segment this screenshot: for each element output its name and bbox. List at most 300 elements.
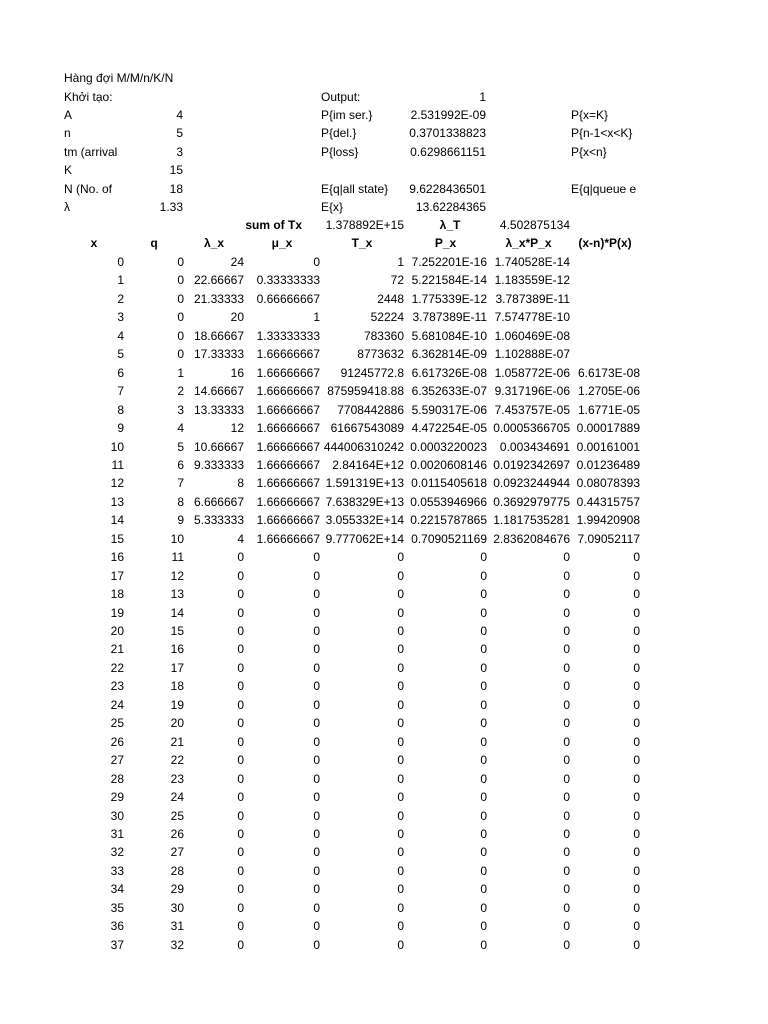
table-row — [0, 696, 768, 715]
cell-x-n-p-x — [570, 327, 640, 345]
cell-mu-x: 0 — [313, 679, 320, 694]
table-row — [0, 493, 768, 512]
cell-mu-x: 1.33333333 — [256, 328, 320, 343]
cell-lambda-x-p-x: 0 — [563, 826, 570, 841]
cell-x-n-p-x: 0 — [633, 624, 640, 638]
p-imser-label: P{im ser.} — [321, 108, 373, 122]
cell-mu-x: 0 — [313, 734, 320, 749]
cell-mu-x: 0 — [313, 624, 320, 638]
cell-q: 4 — [177, 421, 184, 436]
cell-x: 2 — [117, 291, 124, 306]
cell-t-x: 7.638329E+13 — [325, 494, 404, 509]
p-loss-value: 0.6298661151 — [410, 145, 486, 159]
cell-x: 35 — [110, 900, 124, 915]
cell-q: 18 — [170, 679, 184, 694]
output-value: 1 — [479, 90, 486, 104]
cell-lambda-x-p-x: 0 — [563, 734, 570, 749]
cell-t-x: 0 — [397, 753, 404, 768]
cell-t-x: 0 — [397, 845, 404, 860]
cell-q: 3 — [177, 402, 184, 417]
lambda-t-label: λ_T — [439, 218, 461, 232]
cell-x: 23 — [110, 679, 124, 694]
cell-mu-x: 0 — [313, 587, 320, 602]
cell-x: 3 — [117, 310, 124, 325]
cell-lambda-x-p-x: 0 — [563, 900, 570, 915]
cell-p-x: 0 — [480, 734, 487, 749]
cell-x-n-p-x: 0 — [633, 697, 640, 712]
cell-t-x: 0 — [397, 624, 404, 638]
cell-mu-x: 1.66666667 — [256, 365, 320, 380]
cell-lambda-x: 0 — [237, 882, 244, 897]
p-n1-x-k-label: P{n-1<x<K} — [571, 126, 633, 140]
sum-tx-value: 1.378892E+15 — [325, 218, 404, 232]
cell-p-x: 0 — [480, 642, 487, 657]
cell-lambda-x-p-x: 0 — [563, 882, 570, 897]
cell-lambda-x-p-x: 0 — [563, 697, 570, 712]
cell-x: 24 — [110, 697, 124, 712]
cell-lambda-x: 14.66667 — [193, 384, 244, 399]
cell-x: 18 — [110, 587, 124, 602]
cell-lambda-x: 0 — [237, 734, 244, 749]
cell-q: 30 — [170, 900, 184, 915]
table-row — [0, 438, 768, 457]
cell-lambda-x: 0 — [237, 568, 244, 583]
cell-x: 7 — [117, 384, 124, 399]
cell-x: 32 — [110, 845, 124, 860]
cell-t-x: 0 — [397, 900, 404, 915]
cell-lambda-x: 12 — [230, 421, 244, 436]
cell-q: 13 — [170, 587, 184, 602]
cell-p-x: 3.787389E-11 — [412, 310, 487, 325]
cell-lambda-x-p-x: 0 — [563, 845, 570, 860]
cell-lambda-x: 13.33333 — [193, 402, 244, 417]
column-header-x: x — [90, 236, 98, 250]
cell-lambda-x-p-x: 0.003434691 — [499, 439, 570, 454]
cell-x-n-p-x: 0 — [633, 587, 640, 602]
cell-mu-x: 1.66666667 — [256, 402, 320, 417]
cell-t-x: 72 — [390, 273, 404, 288]
cell-t-x: 0 — [397, 734, 404, 749]
cell-lambda-x-p-x: 0 — [563, 937, 570, 952]
cell-x-n-p-x: 0.08078393 — [576, 476, 640, 491]
cell-t-x: 0 — [397, 550, 404, 565]
cell-mu-x: 1.66666667 — [256, 513, 320, 528]
cell-lambda-x: 0 — [237, 826, 244, 841]
table-row — [0, 659, 768, 678]
cell-x: 8 — [117, 402, 124, 417]
cell-lambda-x: 0 — [237, 642, 244, 657]
cell-x: 12 — [110, 476, 124, 491]
cell-q: 26 — [170, 826, 184, 841]
cell-q: 8 — [177, 494, 184, 509]
cell-x-n-p-x: 0 — [633, 568, 640, 583]
cell-t-x: 3.055332E+14 — [325, 513, 404, 528]
cell-lambda-x-p-x: 1.1817535281 — [493, 513, 570, 528]
cell-x-n-p-x: 0.01236489 — [576, 457, 640, 472]
cell-q: 7 — [177, 476, 184, 491]
cell-q: 31 — [170, 919, 184, 934]
cell-lambda-x-p-x: 0 — [563, 771, 570, 786]
cell-lambda-x-p-x: 7.453757E-05 — [494, 402, 570, 417]
cell-t-x: 0 — [397, 716, 404, 731]
cell-p-x: 0 — [480, 716, 487, 731]
p-x-lt-n-label: P{x<n} — [571, 145, 607, 159]
cell-t-x: 0 — [397, 660, 404, 675]
cell-x: 15 — [110, 531, 124, 546]
table-row — [0, 364, 768, 383]
cell-t-x: 2448 — [377, 291, 404, 306]
table-row — [0, 290, 768, 309]
table-row — [0, 401, 768, 420]
cell-lambda-x: 22.66667 — [193, 273, 244, 288]
cell-x: 5 — [117, 347, 124, 362]
cell-lambda-x: 0 — [237, 587, 244, 602]
cell-q: 9 — [177, 513, 184, 528]
cell-x-n-p-x: 0 — [633, 826, 640, 841]
cell-q: 0 — [177, 291, 184, 306]
cell-p-x: 0 — [480, 568, 487, 583]
cell-lambda-x: 21.33333 — [193, 291, 244, 306]
cell-lambda-x: 0 — [237, 624, 244, 638]
cell-p-x: 0 — [480, 808, 487, 823]
cell-x-n-p-x — [570, 271, 640, 289]
cell-t-x: 0 — [397, 771, 404, 786]
table-row — [0, 733, 768, 752]
cell-x-n-p-x: 0 — [633, 863, 640, 878]
cell-mu-x: 0.33333333 — [256, 273, 320, 288]
cell-lambda-x: 0 — [237, 845, 244, 860]
cell-q: 27 — [170, 845, 184, 860]
cell-lambda-x-p-x: 0 — [563, 863, 570, 878]
cell-t-x: 91245772.8 — [340, 365, 404, 380]
cell-x: 36 — [110, 919, 124, 934]
cell-x-n-p-x: 1.2705E-06 — [577, 384, 640, 399]
cell-q: 0 — [177, 255, 184, 269]
table-row — [0, 308, 768, 327]
table-row — [0, 622, 768, 641]
cell-mu-x: 0 — [313, 550, 320, 565]
table-row — [0, 862, 768, 881]
cell-lambda-x: 4 — [237, 531, 244, 546]
cell-lambda-x: 0 — [237, 790, 244, 805]
cell-lambda-x: 6.666667 — [193, 494, 244, 509]
cell-mu-x: 0 — [313, 863, 320, 878]
table-row — [0, 677, 768, 696]
cell-t-x: 0 — [397, 605, 404, 620]
column-header-lambda-x-p-x: λ_x*P_x — [505, 236, 552, 250]
cell-lambda-x-p-x: 0 — [563, 550, 570, 565]
cell-q: 0 — [177, 273, 184, 288]
cell-lambda-x-p-x: 0 — [563, 919, 570, 934]
cell-t-x: 783360 — [363, 328, 404, 343]
cell-x-n-p-x — [570, 290, 640, 308]
cell-t-x: 444006310242 — [323, 439, 404, 454]
cell-lambda-x: 10.66667 — [193, 439, 244, 454]
cell-mu-x: 1 — [313, 310, 320, 325]
table-header-row — [0, 234, 768, 253]
cell-x: 27 — [110, 753, 124, 768]
cell-x-n-p-x: 0.00017889 — [576, 421, 640, 436]
cell-mu-x: 0 — [313, 716, 320, 731]
cell-x-n-p-x: 0 — [633, 882, 640, 897]
cell-lambda-x: 0 — [237, 937, 244, 952]
cell-lambda-x-p-x: 0.0923244944 — [493, 476, 570, 491]
cell-q: 14 — [170, 605, 184, 620]
cell-x-n-p-x — [570, 253, 640, 271]
cell-p-x: 0 — [480, 919, 487, 934]
cell-t-x: 52224 — [370, 310, 404, 325]
cell-p-x: 0 — [480, 550, 487, 565]
cell-x: 33 — [110, 863, 124, 878]
cell-x: 0 — [117, 255, 124, 269]
cell-mu-x: 1.66666667 — [256, 439, 320, 454]
param-lambda-value: 1.33 — [159, 200, 183, 214]
param-a-value: 4 — [176, 108, 183, 122]
cell-p-x: 5.681084E-10 — [411, 328, 487, 343]
cell-x-n-p-x: 0 — [633, 771, 640, 786]
cell-x: 16 — [110, 550, 124, 565]
cell-mu-x: 1.66666667 — [256, 421, 320, 436]
cell-mu-x: 0 — [313, 660, 320, 675]
cell-t-x: 0 — [397, 642, 404, 657]
cell-p-x: 0.2215787865 — [410, 513, 487, 528]
table-row — [0, 567, 768, 586]
cell-q: 1 — [177, 365, 184, 380]
cell-t-x: 8773632 — [357, 347, 404, 362]
cell-lambda-x-p-x: 0 — [563, 753, 570, 768]
cell-p-x: 0 — [480, 679, 487, 694]
cell-lambda-x-p-x: 7.574778E-10 — [494, 310, 570, 325]
cell-p-x: 0 — [480, 882, 487, 897]
cell-mu-x: 1.66666667 — [256, 384, 320, 399]
column-header-t-x: T_x — [351, 236, 373, 250]
table-row — [0, 788, 768, 807]
cell-p-x: 0.0115405618 — [411, 476, 487, 491]
cell-lambda-x-p-x: 0 — [563, 568, 570, 583]
param-tm-label: tm (arrival — [64, 145, 118, 159]
cell-mu-x: 0 — [313, 753, 320, 768]
param-tm-value: 3 — [176, 145, 183, 159]
cell-t-x: 0 — [397, 937, 404, 952]
column-header-q: q — [150, 236, 158, 250]
column-header-lambda-x: λ_x — [203, 236, 225, 250]
cell-q: 12 — [170, 568, 184, 583]
cell-lambda-x: 0 — [237, 919, 244, 934]
cell-lambda-x: 9.333333 — [193, 457, 244, 472]
cell-lambda-x-p-x: 2.8362084676 — [493, 531, 570, 546]
cell-x-n-p-x: 0 — [633, 734, 640, 749]
cell-mu-x: 0 — [313, 255, 320, 269]
cell-x-n-p-x: 0 — [633, 900, 640, 915]
table-row — [0, 327, 768, 346]
table-row — [0, 585, 768, 604]
eq-all-state-value: 9.6228436501 — [409, 182, 486, 196]
sum-tx-label: sum of Tx — [245, 218, 302, 232]
cell-p-x: 5.590317E-06 — [411, 402, 487, 417]
cell-q: 22 — [170, 753, 184, 768]
cell-q: 11 — [171, 550, 184, 565]
cell-mu-x: 0 — [313, 568, 320, 583]
cell-lambda-x: 0 — [237, 863, 244, 878]
param-lambda-label: λ — [64, 200, 70, 214]
table-row — [0, 843, 768, 862]
cell-q: 15 — [170, 624, 184, 638]
column-header-mu-x: μ_x — [271, 236, 293, 250]
cell-p-x: 0 — [480, 937, 487, 952]
cell-p-x: 0 — [480, 605, 487, 620]
cell-x: 21 — [110, 642, 124, 657]
cell-x-n-p-x: 0 — [633, 679, 640, 694]
cell-x-n-p-x: 0 — [633, 808, 640, 823]
table-row — [0, 548, 768, 567]
cell-lambda-x: 20 — [230, 310, 244, 325]
cell-x-n-p-x: 0 — [633, 605, 640, 620]
cell-x: 30 — [110, 808, 124, 823]
table-row — [0, 917, 768, 936]
cell-x: 14 — [110, 513, 124, 528]
cell-x-n-p-x: 0 — [633, 550, 640, 565]
cell-x: 37 — [110, 937, 124, 952]
init-label: Khởi tạo: — [64, 90, 113, 104]
cell-x: 9 — [117, 421, 124, 436]
param-n-label: n — [64, 126, 71, 140]
table-row — [0, 880, 768, 899]
cell-mu-x: 0 — [313, 697, 320, 712]
cell-mu-x: 1.66666667 — [256, 457, 320, 472]
cell-q: 28 — [170, 863, 184, 878]
cell-t-x: 0 — [397, 679, 404, 694]
cell-x: 4 — [117, 328, 124, 343]
table-row — [0, 271, 768, 290]
cell-x-n-p-x: 6.6173E-08 — [577, 365, 640, 380]
table-row — [0, 936, 768, 955]
cell-p-x: 6.617326E-08 — [411, 365, 487, 380]
cell-lambda-x: 0 — [237, 605, 244, 620]
cell-x: 25 — [110, 716, 124, 731]
param-big-n-value: 18 — [169, 182, 183, 196]
cell-p-x: 0 — [480, 900, 487, 915]
param-k-label: K — [64, 163, 73, 177]
cell-q: 17 — [170, 660, 184, 675]
cell-t-x: 0 — [397, 568, 404, 583]
table-row — [0, 345, 768, 364]
cell-x-n-p-x: 1.6771E-05 — [577, 402, 640, 417]
cell-lambda-x: 0 — [237, 550, 244, 565]
table-row — [0, 382, 768, 401]
cell-x-n-p-x: 0 — [633, 660, 640, 675]
cell-lambda-x-p-x: 0 — [563, 587, 570, 602]
cell-mu-x: 0 — [313, 882, 320, 897]
cell-lambda-x: 5.333333 — [193, 513, 244, 528]
eq-queue-label: E{q|queue e — [571, 182, 637, 196]
cell-lambda-x-p-x: 0.0192342697 — [493, 457, 570, 472]
cell-x-n-p-x — [570, 308, 640, 326]
cell-x-n-p-x: 0.44315757 — [576, 494, 640, 509]
cell-lambda-x-p-x: 1.058772E-06 — [494, 365, 570, 380]
cell-t-x: 0 — [397, 790, 404, 805]
cell-lambda-x-p-x: 0 — [563, 642, 570, 657]
cell-t-x: 0 — [397, 826, 404, 841]
cell-q: 2 — [177, 384, 184, 399]
cell-lambda-x: 18.66667 — [193, 328, 244, 343]
table-row — [0, 807, 768, 826]
cell-p-x: 1.775339E-12 — [411, 291, 487, 306]
cell-lambda-x-p-x: 1.183559E-12 — [494, 273, 570, 288]
cell-lambda-x-p-x: 0 — [563, 716, 570, 731]
cell-p-x: 7.252201E-16 — [411, 255, 487, 269]
output-label: Output: — [321, 90, 361, 104]
cell-mu-x: 0 — [313, 642, 320, 657]
cell-lambda-x: 17.33333 — [193, 347, 244, 362]
cell-x-n-p-x: 0 — [633, 937, 640, 952]
cell-t-x: 0 — [397, 882, 404, 897]
cell-q: 32 — [170, 937, 184, 952]
param-k-value: 15 — [169, 163, 183, 177]
cell-lambda-x-p-x: 1.102888E-07 — [494, 347, 570, 362]
cell-x: 1 — [117, 273, 124, 288]
cell-p-x: 0 — [480, 697, 487, 712]
eq-all-state-label: E{q|all state} — [321, 182, 389, 196]
cell-p-x: 0 — [480, 660, 487, 675]
cell-p-x: 0.7090521169 — [411, 531, 487, 546]
cell-q: 10 — [170, 531, 184, 546]
cell-mu-x: 0 — [313, 771, 320, 786]
cell-lambda-x-p-x: 0 — [563, 679, 570, 694]
cell-lambda-x-p-x: 9.317196E-06 — [494, 384, 570, 399]
cell-t-x: 2.84164E+12 — [332, 457, 404, 472]
cell-q: 6 — [177, 457, 184, 472]
cell-mu-x: 0 — [313, 900, 320, 915]
cell-q: 19 — [170, 697, 184, 712]
cell-x: 26 — [110, 734, 124, 749]
lambda-t-value: 4.502875134 — [499, 218, 570, 232]
cell-x: 10 — [110, 439, 124, 454]
cell-p-x: 5.221584E-14 — [411, 273, 487, 288]
cell-t-x: 1 — [397, 255, 404, 269]
cell-p-x: 0 — [480, 624, 487, 638]
cell-lambda-x: 0 — [237, 900, 244, 915]
cell-t-x: 61667543089 — [330, 421, 404, 436]
cell-lambda-x: 0 — [237, 679, 244, 694]
cell-p-x: 0.0003220023 — [410, 439, 487, 454]
cell-x: 6 — [117, 365, 124, 380]
cell-x-n-p-x: 1.99420908 — [576, 513, 640, 528]
cell-t-x: 0 — [397, 697, 404, 712]
cell-q: 5 — [177, 439, 184, 454]
cell-t-x: 0 — [397, 919, 404, 934]
cell-x: 13 — [110, 494, 124, 509]
cell-mu-x: 0.66666667 — [256, 291, 320, 306]
cell-lambda-x-p-x: 3.787389E-11 — [495, 291, 570, 306]
cell-mu-x: 0 — [313, 790, 320, 805]
sheet-title: Hàng đợi M/M/n/K/N — [64, 71, 174, 85]
cell-x-n-p-x: 0 — [633, 919, 640, 934]
table-row — [0, 825, 768, 844]
cell-q: 0 — [177, 328, 184, 343]
table-row — [0, 714, 768, 733]
table-row — [0, 770, 768, 789]
cell-p-x: 0 — [480, 845, 487, 860]
cell-p-x: 0.0020608146 — [410, 457, 487, 472]
column-header-x-n-p-x: (x-n)*P(x) — [578, 236, 632, 250]
cell-q: 25 — [170, 808, 184, 823]
cell-lambda-x: 0 — [237, 753, 244, 768]
cell-x-n-p-x — [570, 345, 640, 363]
cell-mu-x: 1.66666667 — [256, 494, 320, 509]
cell-q: 29 — [170, 882, 184, 897]
table-row — [0, 899, 768, 918]
cell-lambda-x: 0 — [237, 716, 244, 731]
